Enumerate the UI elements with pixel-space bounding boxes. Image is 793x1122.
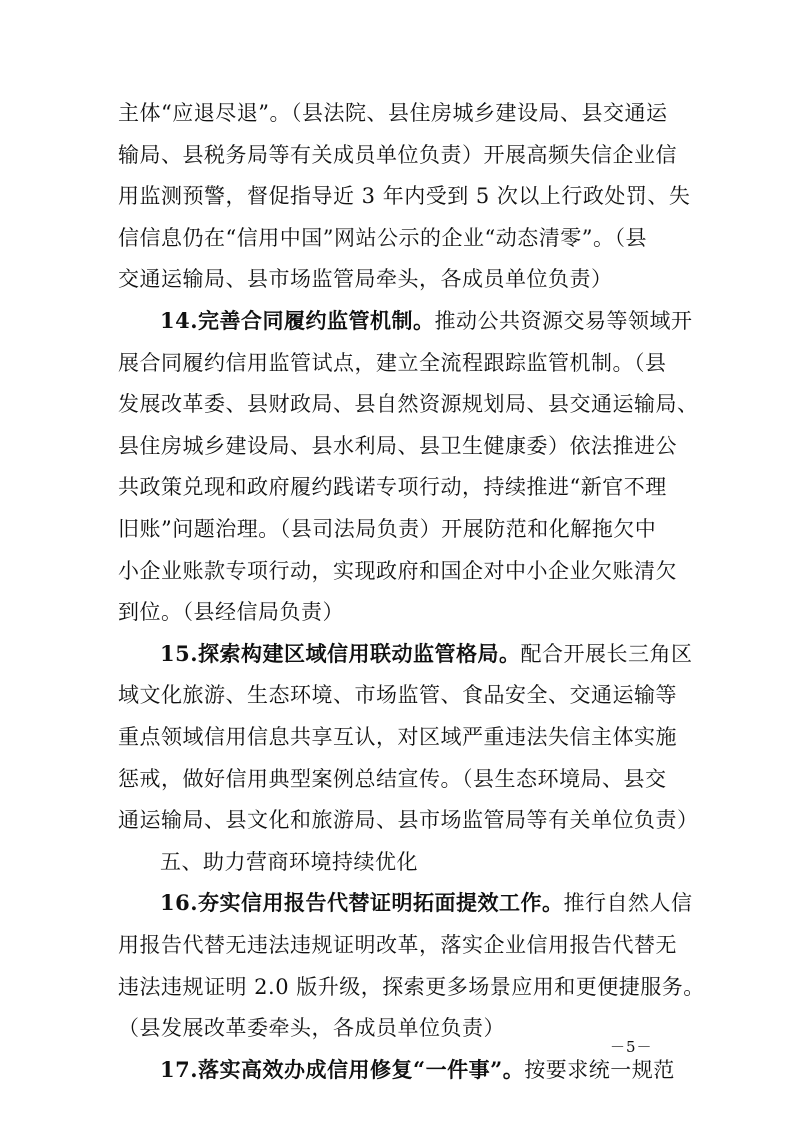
- text-run: 信信息仍在“信用中国”网站公示的企业“动态清零”。（县: [118, 226, 647, 250]
- text-run: 到位。（县经信局负责）: [118, 600, 344, 624]
- section-heading: 16.夯实信用报告代替证明拓面提效工作。: [160, 890, 564, 915]
- section-heading: 15.探索构建区域信用联动监管格局。: [160, 641, 521, 666]
- text-run: 重点领域信用信息共享互认，对区域严重违法失信主体实施: [118, 725, 677, 749]
- text-line: [0, 805, 793, 835]
- text-run: 推动公共资源交易等领域开: [434, 309, 693, 333]
- section-title: [0, 847, 793, 877]
- text-run: 小企业账款专项行动，实现政府和国企对中小企业欠账清欠: [118, 559, 677, 583]
- text-run: （县发展改革委牵头，各成员单位负责）: [118, 1016, 505, 1040]
- text-run: 发展改革委、县财政局、县自然资源规划局、县交通运输局、: [118, 392, 699, 416]
- text-run: 惩戒，做好信用典型案例总结宣传。（县生态环境局、县交: [118, 767, 667, 791]
- text-run: 通运输局、县文化和旅游局、县市场监管局等有关单位负责）: [118, 808, 699, 832]
- text-run: 配合开展长三角区: [520, 642, 693, 666]
- text-run: 违法违规证明 2.0 版升级，探索更多场景应用和更便捷服务。: [118, 975, 705, 999]
- text-run: 域文化旅游、生态环境、市场监管、食品安全、交通运输等: [118, 683, 677, 707]
- text-run: 推行自然人信: [563, 891, 693, 915]
- text-run: 县住房城乡建设局、县水利局、县卫生健康委）依法推进公: [118, 434, 677, 458]
- text-line: [0, 431, 793, 461]
- text-line: [0, 556, 793, 586]
- text-line: [0, 722, 793, 752]
- text-run: 五、助力营商环境持续优化: [160, 850, 418, 874]
- text-line: [0, 930, 793, 960]
- text-line: [0, 348, 793, 378]
- text-run: 主体“应退尽退”。（县法院、县住房城乡建设局、县交通运: [118, 101, 668, 125]
- text-run: 旧账”问题治理。（县司法局负责）开展防范和化解拖欠中: [118, 517, 657, 541]
- text-run: 用监测预警，督促指导近 3 年内受到 5 次以上行政处罚、失: [118, 184, 691, 208]
- text-line: [0, 98, 793, 128]
- text-line: [0, 181, 793, 211]
- text-line: [0, 888, 793, 918]
- text-run: 用报告代替无违法违规证明改革，落实企业信用报告代替无: [118, 933, 677, 957]
- text-line: [0, 306, 793, 336]
- text-line: [0, 1013, 793, 1043]
- text-line: [0, 223, 793, 253]
- text-line: [0, 264, 793, 294]
- section-heading: 17.落实高效办成信用修复“一件事”。: [160, 1057, 525, 1082]
- text-line: [0, 140, 793, 170]
- text-line: [0, 680, 793, 710]
- text-run: 交通运输局、县市场监管局牵头，各成员单位负责）: [118, 267, 613, 291]
- text-line: [0, 764, 793, 794]
- text-run: 展合同履约信用监管试点，建立全流程跟踪监管机制。（县: [118, 351, 667, 375]
- text-line: [0, 972, 793, 1002]
- text-line: [0, 639, 793, 669]
- text-line: [0, 597, 793, 627]
- text-line: [0, 1055, 793, 1085]
- text-line: [0, 472, 793, 502]
- text-line: [0, 514, 793, 544]
- page-number: －5－: [610, 1038, 653, 1056]
- text-run: 输局、县税务局等有关成员单位负责）开展高频失信企业信: [118, 143, 677, 167]
- text-run: 共政策兑现和政府履约践诺专项行动，持续推进“新官不理: [118, 475, 667, 499]
- text-run: 按要求统一规范: [524, 1058, 675, 1082]
- text-line: [0, 389, 793, 419]
- section-heading: 14.完善合同履约监管机制。: [160, 308, 435, 333]
